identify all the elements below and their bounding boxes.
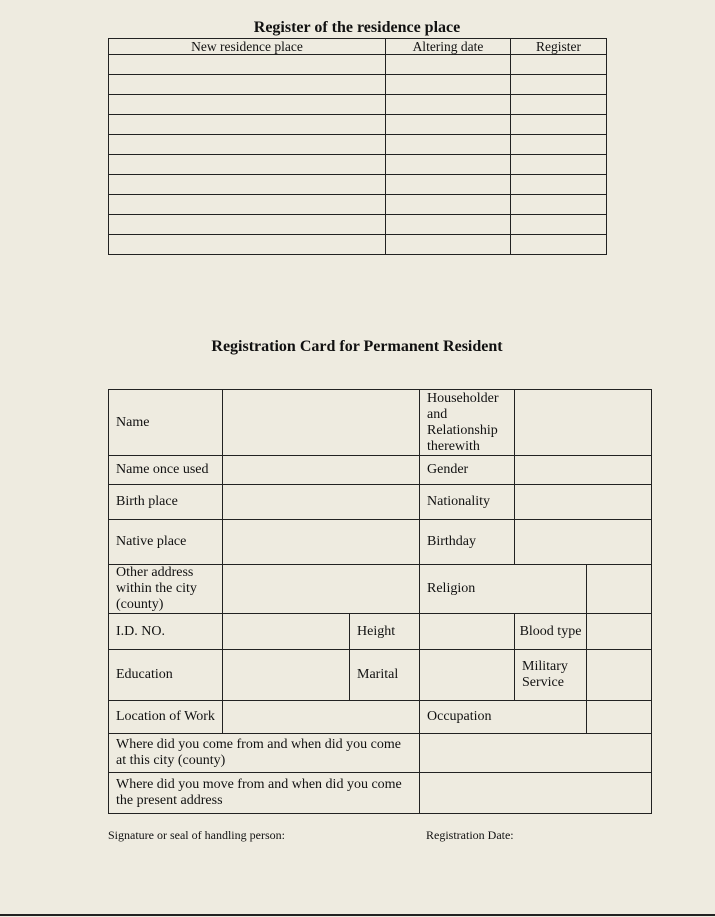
- nationality-label: Nationality: [420, 485, 515, 520]
- new-residence-place-cell[interactable]: [109, 75, 386, 95]
- gender-field[interactable]: [515, 456, 652, 485]
- location-of-work-label: Location of Work: [109, 701, 223, 734]
- altering-date-cell[interactable]: [386, 235, 511, 255]
- blood-type-label: Blood type: [515, 614, 587, 650]
- register-cell[interactable]: [511, 215, 607, 235]
- register-cell[interactable]: [511, 235, 607, 255]
- residence-register-title: Register of the residence place: [253, 19, 461, 36]
- religion-label: Religion: [420, 565, 587, 614]
- new-residence-place-cell[interactable]: [109, 215, 386, 235]
- new-residence-place-cell[interactable]: [109, 95, 386, 115]
- registration-card-table: [108, 389, 652, 814]
- nationality-field[interactable]: [515, 485, 652, 520]
- religion-field[interactable]: [587, 565, 652, 614]
- table-header-row: [109, 39, 607, 55]
- new-residence-place-cell[interactable]: [109, 55, 386, 75]
- column-header-register: Register: [511, 39, 607, 55]
- table-row: [109, 235, 607, 255]
- location-of-work-field[interactable]: [223, 701, 420, 734]
- new-residence-place-cell[interactable]: [109, 155, 386, 175]
- altering-date-cell[interactable]: [386, 175, 511, 195]
- name-once-used-field[interactable]: [223, 456, 420, 485]
- birthday-label: Birthday: [420, 520, 515, 565]
- table-row: [109, 135, 607, 155]
- height-label: Height: [350, 614, 420, 650]
- other-address-label: Other address within the city (county): [109, 565, 223, 614]
- table-row: [109, 95, 607, 115]
- register-cell[interactable]: [511, 135, 607, 155]
- residence-register-table: [108, 38, 607, 255]
- military-service-field[interactable]: [587, 650, 652, 701]
- came-from-city-label: Where did you come from and when did you come at this city (county): [109, 734, 420, 773]
- new-residence-place-cell[interactable]: [109, 235, 386, 255]
- altering-date-cell[interactable]: [386, 135, 511, 155]
- altering-date-cell[interactable]: [386, 55, 511, 75]
- id-no-label: I.D. NO.: [109, 614, 223, 650]
- table-row: [109, 55, 607, 75]
- gender-label: Gender: [420, 456, 515, 485]
- new-residence-place-cell[interactable]: [109, 135, 386, 155]
- name-once-used-label: Name once used: [109, 456, 223, 485]
- occupation-field[interactable]: [587, 701, 652, 734]
- register-cell[interactable]: [511, 115, 607, 135]
- came-from-city-field[interactable]: [420, 734, 652, 773]
- height-field[interactable]: [420, 614, 515, 650]
- marital-label: Marital: [350, 650, 420, 701]
- page-bottom-rule: [0, 914, 715, 916]
- altering-date-cell[interactable]: [386, 115, 511, 135]
- register-cell[interactable]: [511, 155, 607, 175]
- id-no-field[interactable]: [223, 614, 350, 650]
- register-cell[interactable]: [511, 175, 607, 195]
- new-residence-place-cell[interactable]: [109, 175, 386, 195]
- native-place-field[interactable]: [223, 520, 420, 565]
- new-residence-place-cell[interactable]: [109, 195, 386, 215]
- registration-date-label: Registration Date:: [426, 828, 514, 842]
- register-cell[interactable]: [511, 75, 607, 95]
- householder-field[interactable]: [515, 390, 652, 456]
- registration-card-title: Registration Card for Permanent Resident: [211, 338, 503, 355]
- column-header-new-residence-place: New residence place: [109, 39, 386, 55]
- other-address-field[interactable]: [223, 565, 420, 614]
- birth-place-field[interactable]: [223, 485, 420, 520]
- column-header-altering-date: Altering date: [386, 39, 511, 55]
- name-field[interactable]: [223, 390, 420, 456]
- name-label: Name: [109, 390, 223, 456]
- table-row: [109, 215, 607, 235]
- occupation-label: Occupation: [420, 701, 587, 734]
- signature-label: Signature or seal of handling person:: [108, 828, 285, 842]
- birthday-field[interactable]: [515, 520, 652, 565]
- new-residence-place-cell[interactable]: [109, 115, 386, 135]
- marital-field[interactable]: [420, 650, 515, 701]
- register-cell[interactable]: [511, 55, 607, 75]
- altering-date-cell[interactable]: [386, 195, 511, 215]
- register-cell[interactable]: [511, 95, 607, 115]
- birth-place-label: Birth place: [109, 485, 223, 520]
- blood-type-field[interactable]: [587, 614, 652, 650]
- table-row: [109, 75, 607, 95]
- altering-date-cell[interactable]: [386, 95, 511, 115]
- table-row: [109, 195, 607, 215]
- native-place-label: Native place: [109, 520, 223, 565]
- education-label: Education: [109, 650, 223, 701]
- education-field[interactable]: [223, 650, 350, 701]
- table-row: [109, 175, 607, 195]
- householder-label: Householder and Relationship therewith: [420, 390, 515, 456]
- military-service-label: Military Service: [515, 650, 587, 701]
- table-row: [109, 115, 607, 135]
- register-cell[interactable]: [511, 195, 607, 215]
- altering-date-cell[interactable]: [386, 155, 511, 175]
- moved-from-field[interactable]: [420, 773, 652, 814]
- table-row: [109, 155, 607, 175]
- altering-date-cell[interactable]: [386, 75, 511, 95]
- altering-date-cell[interactable]: [386, 215, 511, 235]
- moved-from-label: Where did you move from and when did you come the present address: [109, 773, 420, 814]
